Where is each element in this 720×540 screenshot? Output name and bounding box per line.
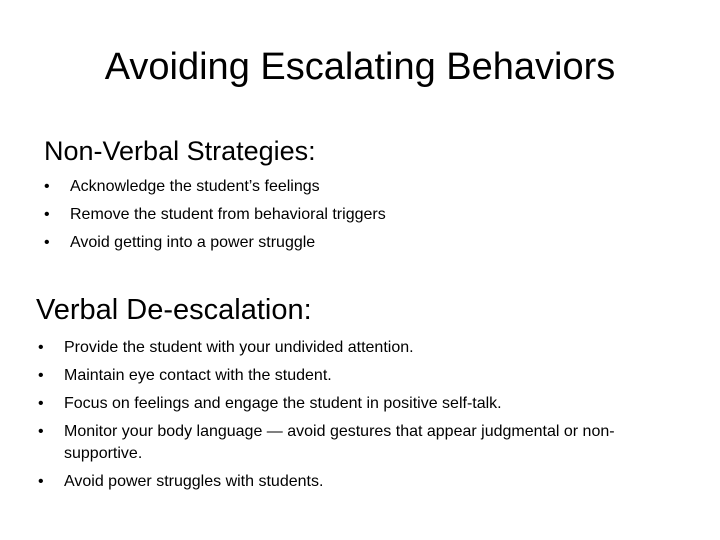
list-item <box>38 337 678 359</box>
list-item <box>44 176 684 198</box>
bullet-icon: • <box>38 367 44 384</box>
list-item <box>38 365 678 387</box>
bullet-icon: • <box>38 339 44 356</box>
bullet-icon: • <box>38 395 44 412</box>
slide-title: Avoiding Escalating Behaviors <box>104 46 616 88</box>
list-item-text: Provide the student with your undivided attention. <box>64 339 414 356</box>
bullet-list-non-verbal <box>44 176 684 260</box>
list-item-text: Remove the student from behavioral triggers <box>70 206 386 223</box>
list-item <box>44 204 684 226</box>
list-item-text: Avoid getting into a power struggle <box>70 234 316 251</box>
list-item-text: Avoid power struggles with students. <box>64 473 324 490</box>
list-item-text: Monitor your body language — avoid gestures that appear judgmental or non-supportive. <box>64 423 615 462</box>
bullet-icon: • <box>44 234 50 251</box>
list-item-text: Maintain eye contact with the student. <box>64 367 332 384</box>
bullet-icon: • <box>44 178 50 195</box>
list-item <box>44 232 684 254</box>
list-item-text: Focus on feelings and engage the student in positive self-talk. <box>64 395 502 412</box>
list-item-text: Acknowledge the student’s feelings <box>70 178 320 195</box>
bullet-icon: • <box>38 423 44 440</box>
bullet-icon: • <box>44 206 50 223</box>
section-heading-verbal: Verbal De-escalation: <box>36 294 312 326</box>
section-heading-non-verbal: Non-Verbal Strategies: <box>44 136 316 166</box>
list-item <box>38 471 678 493</box>
list-item <box>38 421 678 465</box>
bullet-icon: • <box>38 473 44 490</box>
list-item <box>38 393 678 415</box>
bullet-list-verbal <box>38 337 678 499</box>
